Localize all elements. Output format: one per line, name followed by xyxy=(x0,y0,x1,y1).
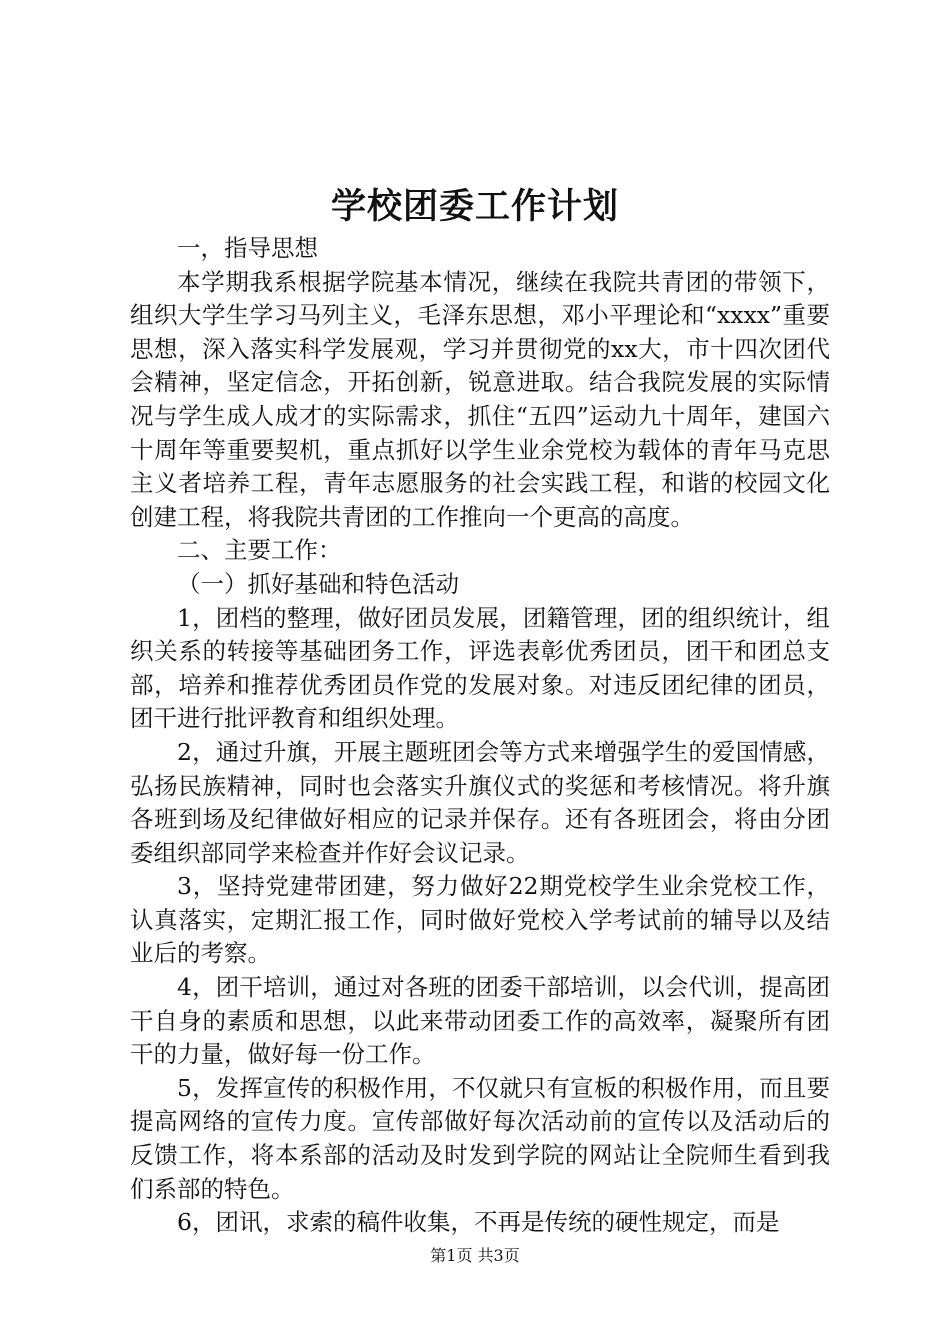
paragraph-item-1: 1，团档的整理，做好团员发展，团籍管理，团的组织统计，组织关系的转接等基础团务工作，评选表彰优秀团员，团干和团总支部，培养和推荐优秀团员作党的发展对象。对违反团纪律的团员，团干进行批评教育和组织处理。 xyxy=(130,603,830,733)
document-title: 学校团委工作计划 xyxy=(330,186,619,227)
document-body xyxy=(130,232,830,1240)
paragraph-guiding-ideology: 本学期我系根据学院基本情况，继续在我院共青团的带领下，组织大学生学习马列主义，毛泽东思想，邓小平理论和“xxxx”重要思想，深入落实科学发展观，学习并贯彻党的xx大，市十四次团代会精神，坚定信念，开拓创新，锐意进取。结合我院发展的实际情况与学生成人成才的实际需求，抓住“五四”运动九十周年，建国六十周年等重要契机，重点抓好以学生业余党校为载体的青年马克思主义者培养工程，青年志愿服务的社会实践工程，和谐的校园文化创建工程，将我院共青团的工作推向一个更高的高度。 xyxy=(130,267,830,531)
paragraph-item-4: 4，团干培训，通过对各班的团委干部培训，以会代训，提高团干自身的素质和思想，以此来带动团委工作的高效率，凝聚所有团干的力量，做好每一份工作。 xyxy=(130,973,830,1069)
paragraph-item-6: 6，团讯，求索的稿件收集，不再是传统的硬性规定，而是 xyxy=(177,1208,780,1237)
subsection-heading-basic-activities: （一）抓好基础和特色活动 xyxy=(177,569,459,598)
paragraph-item-3: 3，坚持党建带团建，努力做好22期党校学生业余党校工作，认真落实，定期汇报工作，同时做好党校入学考试前的辅导以及结业后的考察。 xyxy=(130,872,830,968)
paragraph-item-2: 2，通过升旗，开展主题班团会等方式来增强学生的爱国情感，弘扬民族精神，同时也会落实升旗仪式的奖惩和考核情况。将升旗各班到场及纪律做好相应的记录并保存。还有各班团会，将由分团委组织部同学来检查并作好会议记录。 xyxy=(130,737,830,867)
section-heading-main-work: 二、主要工作： xyxy=(177,536,342,565)
section-heading-guiding-ideology: 一，指导思想 xyxy=(177,234,318,262)
paragraph-item-5: 5，发挥宣传的积极作用，不仅就只有宣板的积极作用，而且要提高网络的宣传力度。宣传部做好每次活动前的宣传以及活动后的反馈工作，将本系部的活动及时发到学院的网站让全院师生看到我们系部的特色。 xyxy=(130,1073,830,1203)
page-footer: 第1页 共3页 xyxy=(430,1246,520,1265)
